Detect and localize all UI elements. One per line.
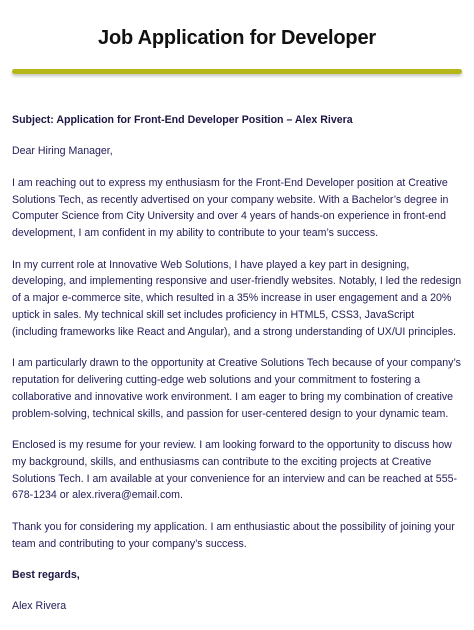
letter-paragraph-2: In my current role at Innovative Web Solutions, I have played a key part in designing, developing, and implementing responsive and user-friendly websites. Notably, I led the redesign of a major e-commerce site, which resulted in a 35% increase in user engagement and a 20% uptick in sales. My technical skill set includes proficiency in HTML5, CSS3, JavaScript (including frameworks like React and Angular), and a strong understanding of UX/UI principles. — [12, 258, 462, 338]
letter-paragraph-5: Thank you for considering my application. I am enthusiastic about the possibility of joining your team and contributing to your company’s success. — [12, 520, 455, 550]
page-title: Job Application for Developer — [98, 27, 376, 49]
letter-signature: Alex Rivera — [12, 600, 67, 613]
title-divider — [12, 69, 462, 74]
letter-salutation: Dear Hiring Manager, — [12, 145, 113, 158]
letter-paragraph-1: I am reaching out to express my enthusiasm for the Front-End Developer position at Creative Solutions Tech, as recently advertised on your company website. With a Bachelor’s degree in Computer Science from City University and over 4 years of hands-on experience in front-end development, I am confident in my ability to contribute to your team’s success. — [12, 176, 449, 240]
letter-closing: Best regards, — [12, 568, 80, 581]
letter-subject: Subject: Application for Front-End Developer Position – Alex Rivera — [12, 114, 353, 126]
letter-paragraph-3: I am particularly drawn to the opportunity at Creative Solutions Tech because of your company’s reputation for delivering cutting-edge web solutions and your commitment to fostering a collaborative and innovative work environment. I am eager to bring my combination of creative problem-solving, technical skills, and passion for user-centered design to your dynamic team. — [12, 357, 461, 420]
letter-paragraph-4: Enclosed is my resume for your review. I am looking forward to the opportunity to discuss how my background, skills, and enthusiasms can contribute to the exciting projects at Creative Solutions Tech. I am available at your convenience for an interview and can be reached at 555-678-1234 or alex.rivera@email.com. — [12, 438, 458, 502]
letter-body — [12, 112, 462, 630]
